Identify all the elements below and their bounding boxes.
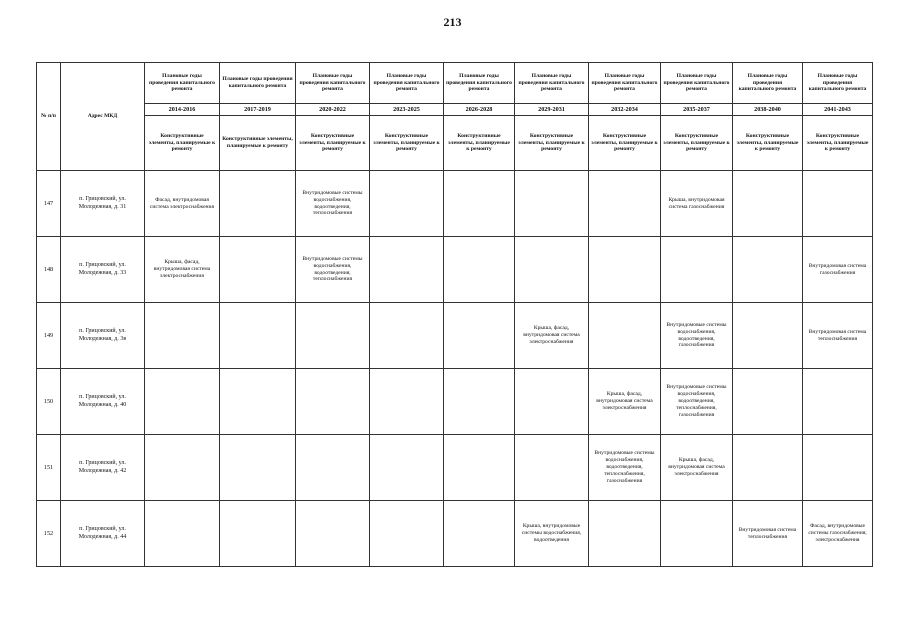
elements-header: Конструктивные элементы, планируемые к ремонту <box>444 116 515 171</box>
repair-elements-cell <box>220 171 296 237</box>
period-title-header: Плановые годы проведения капитального ремонта <box>370 63 444 104</box>
repair-elements-cell <box>296 369 370 435</box>
row-number: 152 <box>37 501 61 567</box>
repair-elements-cell <box>515 237 589 303</box>
repair-elements-cell <box>220 501 296 567</box>
table-row <box>37 171 873 237</box>
repair-elements-cell: Крыша, фасад, внутридомовая система электроснабжения <box>589 369 661 435</box>
building-address: п. Грицовский, ул. Молодежная, д. 42 <box>61 435 145 501</box>
repair-elements-cell <box>296 501 370 567</box>
repair-elements-cell <box>803 435 873 501</box>
repair-elements-cell: Внутридомовые системы водоснабжения, водоотведения, теплоснабжения, газоснабжения <box>589 435 661 501</box>
address-header: Адрес МКД <box>61 63 145 171</box>
repair-elements-cell: Крыша, внутридомовая система газоснабжения <box>661 171 733 237</box>
table-row <box>37 501 873 567</box>
period-title-header: Плановые годы проведения капитального ремонта <box>733 63 803 104</box>
row-number: 151 <box>37 435 61 501</box>
repair-elements-cell: Внутридомовые системы водоснабжения, водоотведения, газоснабжения <box>661 303 733 369</box>
repair-elements-cell <box>296 303 370 369</box>
repair-elements-cell <box>370 171 444 237</box>
repair-elements-cell <box>145 435 220 501</box>
repair-elements-cell <box>444 435 515 501</box>
period-years-header: 2020-2022 <box>296 104 370 116</box>
repair-elements-cell <box>733 369 803 435</box>
repair-elements-cell: Внутридомовые системы водоснабжения, водоотведения, теплоснабжения <box>296 171 370 237</box>
period-title-header: Плановые годы проведения капитального ремонта <box>444 63 515 104</box>
repair-elements-cell <box>803 369 873 435</box>
period-title-header: Плановые годы проведения капитального ремонта <box>145 63 220 104</box>
repair-elements-cell <box>220 435 296 501</box>
repair-elements-cell <box>733 237 803 303</box>
repair-elements-cell <box>733 303 803 369</box>
elements-header: Конструктивные элементы, планируемые к ремонту <box>296 116 370 171</box>
row-number: 147 <box>37 171 61 237</box>
row-number: 149 <box>37 303 61 369</box>
repair-elements-cell <box>515 171 589 237</box>
period-years-header: 2023-2025 <box>370 104 444 116</box>
row-number-header: № п/п <box>37 63 61 171</box>
repair-elements-cell <box>370 435 444 501</box>
period-years-header: 2014-2016 <box>145 104 220 116</box>
repair-elements-cell <box>370 237 444 303</box>
repair-elements-cell <box>589 171 661 237</box>
building-address: п. Грицовский, ул. Молодежная, д. 44 <box>61 501 145 567</box>
repair-elements-cell: Внутридомовая система теплоснабжения <box>733 501 803 567</box>
repair-elements-cell <box>515 435 589 501</box>
repair-elements-cell <box>733 435 803 501</box>
repair-elements-cell <box>370 501 444 567</box>
elements-header: Конструктивные элементы, планируемые к ремонту <box>145 116 220 171</box>
period-title-header: Плановые годы проведения капитального ремонта <box>661 63 733 104</box>
repair-elements-cell <box>515 369 589 435</box>
repair-schedule-table <box>36 62 873 567</box>
period-title-header: Плановые годы проведения капитального ремонта <box>589 63 661 104</box>
repair-elements-cell <box>733 171 803 237</box>
repair-elements-cell <box>296 435 370 501</box>
building-address: п. Грицовский, ул. Молодежная, д. 3в <box>61 303 145 369</box>
period-years-header: 2017-2019 <box>220 104 296 116</box>
period-years-header: 2026-2028 <box>444 104 515 116</box>
repair-elements-cell <box>145 369 220 435</box>
elements-header: Конструктивные элементы, планируемые к ремонту <box>803 116 873 171</box>
repair-elements-cell <box>220 303 296 369</box>
period-years-header: 2038-2040 <box>733 104 803 116</box>
repair-elements-cell <box>370 303 444 369</box>
elements-header: Конструктивные элементы, планируемые к ремонту <box>515 116 589 171</box>
table-row <box>37 303 873 369</box>
repair-elements-cell <box>220 237 296 303</box>
repair-elements-cell <box>444 369 515 435</box>
table-row <box>37 369 873 435</box>
repair-elements-cell: Внутридомовая система теплоснабжения <box>803 303 873 369</box>
elements-header: Конструктивные элементы, планируемые к ремонту <box>661 116 733 171</box>
row-number: 150 <box>37 369 61 435</box>
period-years-header: 2041-2043 <box>803 104 873 116</box>
repair-elements-cell: Внутридомовые системы водоснабжения, водоотведения, теплоснабжения, газоснабжения <box>661 369 733 435</box>
period-years-header: 2029-2031 <box>515 104 589 116</box>
repair-elements-cell <box>589 303 661 369</box>
repair-elements-cell: Внутридомовая система газоснабжения <box>803 237 873 303</box>
repair-elements-cell <box>803 171 873 237</box>
repair-elements-cell <box>370 369 444 435</box>
table-row <box>37 435 873 501</box>
elements-header: Конструктивные элементы, планируемые к ремонту <box>370 116 444 171</box>
repair-elements-cell <box>145 303 220 369</box>
repair-elements-cell <box>589 237 661 303</box>
period-years-header: 2032-2034 <box>589 104 661 116</box>
repair-elements-cell: Фасад, внутридомовые системы газоснабжения, электроснабжения <box>803 501 873 567</box>
repair-elements-cell <box>145 501 220 567</box>
repair-elements-cell <box>589 501 661 567</box>
building-address: п. Грицовский, ул. Молодежная, д. 31 <box>61 171 145 237</box>
building-address: п. Грицовский, ул. Молодежная, д. 40 <box>61 369 145 435</box>
row-number: 148 <box>37 237 61 303</box>
period-title-header: Плановые годы проведения капитального ремонта <box>220 63 296 104</box>
period-title-header: Плановые годы проведения капитального ремонта <box>296 63 370 104</box>
repair-elements-cell: Фасад, внутридомовая система электроснабжения <box>145 171 220 237</box>
period-title-header: Плановые годы проведения капитального ремонта <box>515 63 589 104</box>
repair-elements-cell: Внутридомовые системы водоснабжения, водоотведения, теплоснабжения <box>296 237 370 303</box>
elements-header: Конструктивные элементы, планируемые к ремонту <box>220 116 296 171</box>
table-row <box>37 237 873 303</box>
repair-elements-cell <box>444 237 515 303</box>
repair-elements-cell: Крыша, фасад, внутридомовая система электроснабжения <box>515 303 589 369</box>
period-title-header: Плановые годы проведения капитального ремонта <box>803 63 873 104</box>
page-number: 213 <box>443 15 462 29</box>
elements-header: Конструктивные элементы, планируемые к ремонту <box>589 116 661 171</box>
repair-elements-cell <box>444 303 515 369</box>
repair-elements-cell <box>661 501 733 567</box>
repair-elements-cell <box>444 171 515 237</box>
repair-elements-cell: Крыша, внутридомовые системы водоснабжения, водоотведения <box>515 501 589 567</box>
repair-elements-cell: Крыша, фасад, внутридомовая система электроснабжения <box>145 237 220 303</box>
building-address: п. Грицовский, ул. Молодежная, д. 33 <box>61 237 145 303</box>
repair-elements-cell <box>444 501 515 567</box>
repair-elements-cell <box>661 237 733 303</box>
repair-elements-cell <box>220 369 296 435</box>
repair-elements-cell: Крыша, фасад, внутридомовая система электроснабжения <box>661 435 733 501</box>
elements-header: Конструктивные элементы, планируемые к ремонту <box>733 116 803 171</box>
period-years-header: 2035-2037 <box>661 104 733 116</box>
